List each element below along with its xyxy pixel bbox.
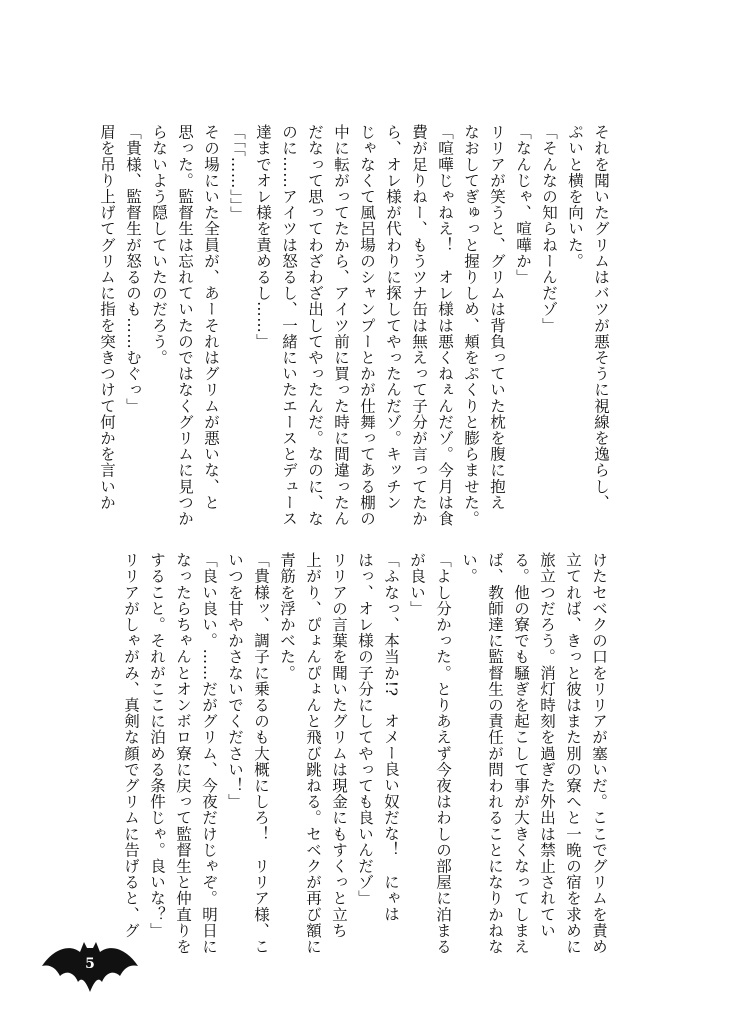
text-line: 「良い良い。……だがグリム、今夜だけじゃぞ。明日に bbox=[200, 552, 218, 955]
text-line: ば、教師達に監督生の責任が問われることになりかねな bbox=[486, 552, 504, 955]
text-line: 「ふなっ、本当か!? オメー良い奴だな！ にゃは bbox=[382, 552, 400, 922]
text-line: だなって思ってわざわざ出してやったんだ。なのに、な bbox=[306, 124, 324, 527]
text-line: ら、オレ様が代わりに探してやったんだゾ。キッチン bbox=[384, 124, 402, 511]
text-line: ぷいと横を向いた。 bbox=[566, 124, 584, 269]
text-line: 達までオレ様を責めるし……」 bbox=[254, 124, 272, 350]
text-line: なったらちゃんとオンボロ寮に戻って監督生と仲直りを bbox=[174, 552, 192, 955]
text-line: けたセベクの口をリリアが塞いだ。ここでグリムを責め bbox=[590, 552, 608, 955]
text-line: 「そんなの知らねーんだゾ」 bbox=[540, 124, 558, 334]
text-line: いつを甘やかさないでください！」 bbox=[226, 552, 244, 810]
text-line: 費が足りねー、もうツナ缶は無えって子分が言ってたか bbox=[410, 124, 428, 527]
text-line: じゃなくて風呂場のシャンプーとかが仕舞ってある棚の bbox=[358, 124, 376, 527]
text-line: い。 bbox=[460, 552, 478, 585]
text-line: その場にいた全員が、あーそれはグリムが悪いな、と bbox=[202, 124, 220, 511]
text-line: のに……アイツは怒るし、一緒にいたエースとデュース bbox=[280, 124, 298, 527]
text-line: 思った。監督生は忘れていたのではなくグリムに見つか bbox=[176, 124, 194, 527]
text-line: リリアがしゃがみ、真剣な顔でグリムに告げると、グ bbox=[122, 552, 140, 939]
text-line: はっ、オレ様の子分にしてやっても良いんだゾ」 bbox=[356, 552, 374, 907]
text-line: 青筋を浮かべた。 bbox=[278, 552, 296, 681]
text-line: 眉を吊り上げてグリムに指を突きつけて何かを言いか bbox=[98, 124, 116, 511]
text-line: 「喧嘩じゃねえ！ オレ様は悪くねぇんだゾ。今月は食 bbox=[436, 124, 454, 527]
text-line: 「貴様、監督生が怒るのも……むぐっ」 bbox=[124, 124, 142, 414]
text-line: 中に転がってたから、アイツ前に買った時に間違ったん bbox=[332, 124, 350, 527]
text-line: 立てれば、きっと彼はまた別の寮へと一晩の宿を求めに bbox=[564, 552, 582, 955]
text-line: 「なんじゃ、喧嘩か」 bbox=[514, 124, 532, 285]
text-line: 上がり、ぴょんぴょんと飛び跳ねる。セベクが再び額に bbox=[304, 552, 322, 955]
text-line: すること。それがここに泊める条件じゃ。良いな？」 bbox=[148, 552, 166, 939]
text-line: が良い」 bbox=[408, 552, 426, 617]
text-line: それを聞いたグリムはバツが悪そうに視線を逸らし、 bbox=[592, 124, 610, 511]
text-line: リリアが笑うと、グリムは背負っていた枕を腹に抱え bbox=[488, 124, 506, 511]
text-line: リリアの言葉を聞いたグリムは現金にもすくっと立ち bbox=[330, 552, 348, 939]
text-line: 旅立つだろう。消灯時刻を過ぎた外出は禁止されてい bbox=[538, 552, 556, 939]
text-line: 「貴様ッ、調子に乗るのも大概にしろ！ リリア様、こ bbox=[252, 552, 270, 955]
text-line: 「「「……」」」 bbox=[228, 124, 246, 222]
text-line: なおしてぎゅっと握りしめ、頬をぷくりと膨らませた。 bbox=[462, 124, 480, 527]
text-line: る。他の寮でも騒ぎを起こして事が大きくなってしまえ bbox=[512, 552, 530, 955]
text-block-bottom bbox=[82, 552, 612, 955]
page-number: 5 bbox=[85, 956, 95, 972]
text-line: 「よし分かった。とりあえず今夜はわしの部屋に泊まる bbox=[434, 552, 452, 955]
text-block-top bbox=[84, 124, 614, 527]
text-line: らないよう隠していたのだろう。 bbox=[150, 124, 168, 366]
